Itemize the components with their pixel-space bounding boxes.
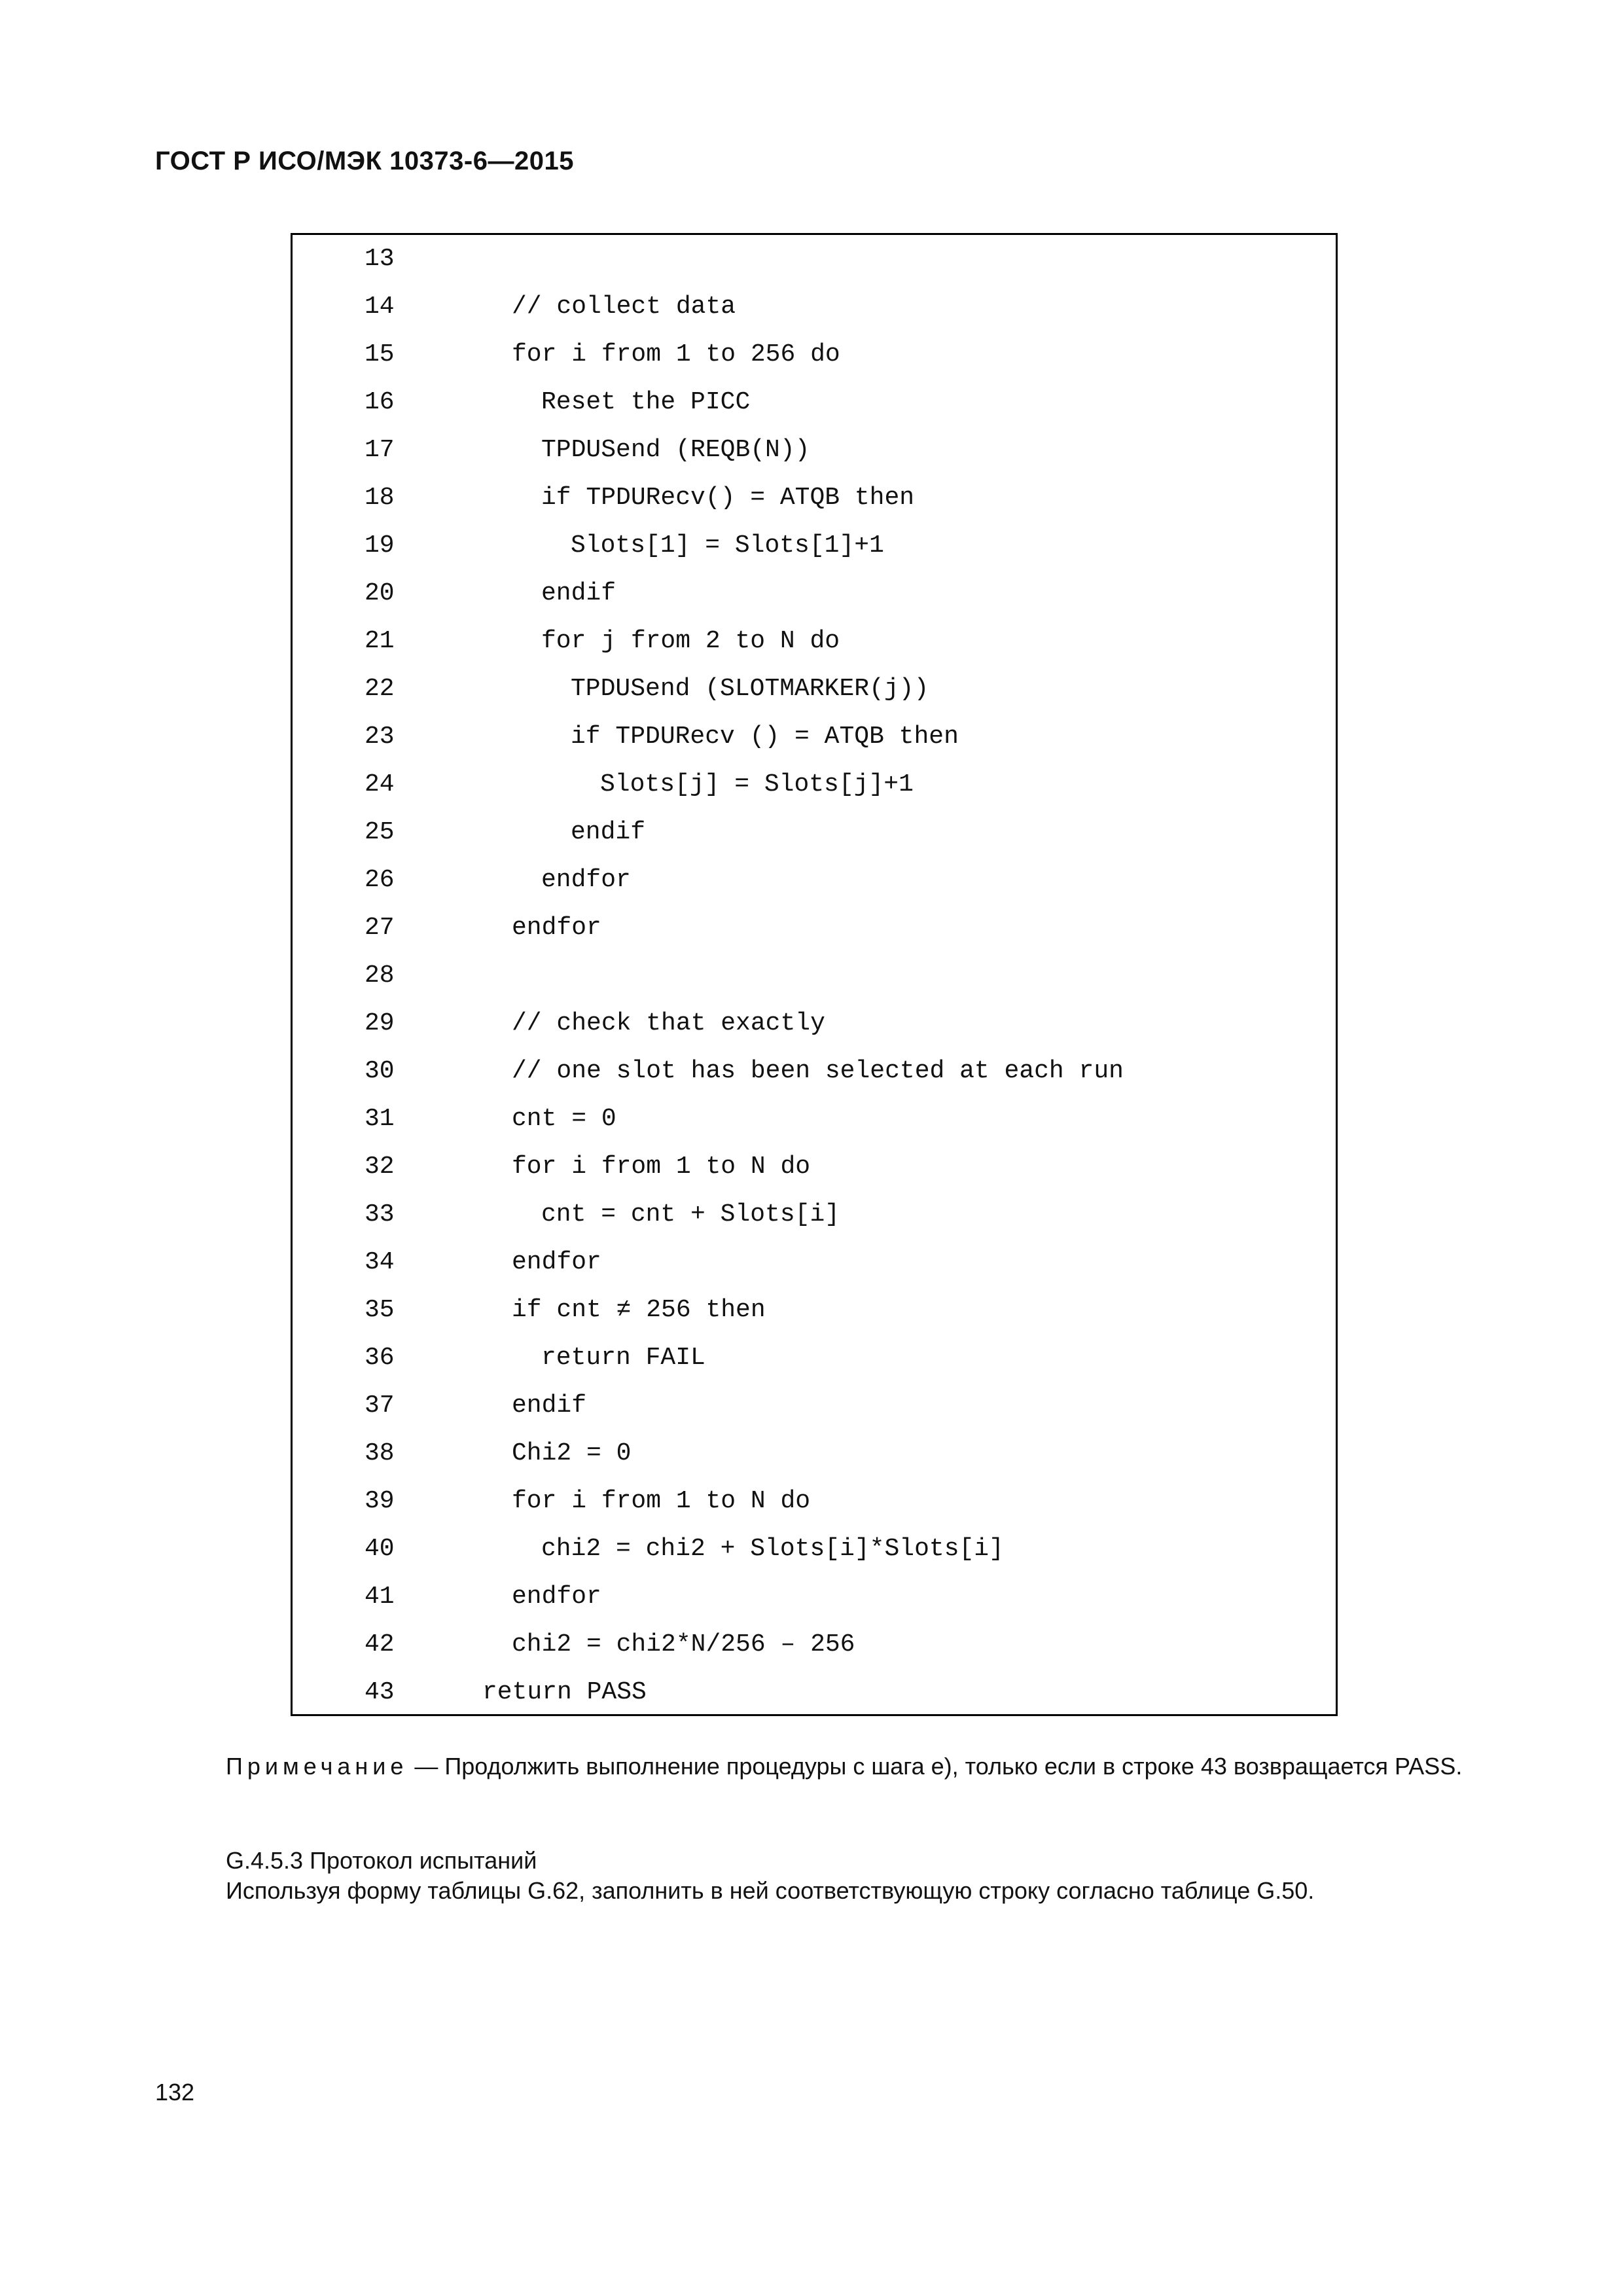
line-number: 27 (365, 914, 395, 942)
note-text: Продолжить выполнение процедуры с шага e), только если в строке 43 возвращается PASS. (444, 1753, 1463, 1780)
code-line (293, 574, 1336, 613)
line-number: 39 (365, 1487, 395, 1515)
section-heading: G.4.5.3 Протокол испытаний (226, 1847, 537, 1874)
code-text: endfor (512, 1248, 601, 1276)
line-number: 23 (365, 723, 395, 751)
code-text: Slots[j] = Slots[j]+1 (600, 770, 914, 798)
line-number: 13 (365, 245, 395, 273)
line-number: 34 (365, 1248, 395, 1276)
code-text: Chi2 = 0 (512, 1439, 632, 1467)
document-header: ГОСТ Р ИСО/МЭК 10373-6—2015 (155, 147, 574, 175)
line-number: 30 (365, 1057, 395, 1085)
code-line (293, 1100, 1336, 1139)
code-line (293, 526, 1336, 565)
line-number: 36 (365, 1344, 395, 1372)
line-number: 37 (365, 1391, 395, 1420)
code-line (293, 717, 1336, 757)
code-text: if cnt ≠ 256 then (512, 1296, 766, 1324)
line-number: 28 (365, 961, 395, 990)
code-text: TPDUSend (REQB(N)) (541, 436, 810, 464)
code-line (293, 813, 1336, 852)
code-text: TPDUSend (SLOTMARKER(j)) (571, 675, 929, 703)
code-text: endfor (541, 866, 631, 894)
code-line (293, 1434, 1336, 1473)
line-number: 18 (365, 484, 395, 512)
code-text: // one slot has been selected at each run (512, 1057, 1124, 1085)
code-line (293, 383, 1336, 422)
line-number: 19 (365, 531, 395, 560)
code-text: // check that exactly (512, 1009, 825, 1037)
line-number: 14 (365, 293, 395, 321)
code-text: Reset the PICC (541, 388, 751, 416)
code-line (293, 1625, 1336, 1664)
line-number: 21 (365, 627, 395, 655)
code-line (293, 287, 1336, 327)
code-line (293, 1147, 1336, 1187)
line-number: 31 (365, 1105, 395, 1133)
code-listing-box (291, 233, 1338, 1716)
code-text: if TPDURecv() = ATQB then (541, 484, 915, 512)
note-paragraph (155, 1751, 1477, 1782)
code-line (293, 956, 1336, 996)
code-text: for j from 2 to N do (541, 627, 840, 655)
line-number: 40 (365, 1535, 395, 1563)
code-line (293, 1052, 1336, 1091)
code-text: Slots[1] = Slots[1]+1 (571, 531, 884, 560)
code-line (293, 622, 1336, 661)
line-number: 17 (365, 436, 395, 464)
code-line (293, 335, 1336, 374)
line-number: 25 (365, 818, 395, 846)
code-line (293, 1577, 1336, 1617)
code-text: if TPDURecv () = ATQB then (571, 723, 959, 751)
code-text: endif (512, 1391, 587, 1420)
code-text: chi2 = chi2*N/256 – 256 (512, 1630, 855, 1659)
code-text: endfor (512, 1583, 601, 1611)
code-text: endif (571, 818, 646, 846)
code-line (293, 861, 1336, 900)
line-number: 24 (365, 770, 395, 798)
code-line (293, 1243, 1336, 1282)
code-line (293, 478, 1336, 518)
code-text: endif (541, 579, 616, 607)
line-number: 16 (365, 388, 395, 416)
code-line (293, 1195, 1336, 1234)
line-number: 26 (365, 866, 395, 894)
code-text: for i from 1 to 256 do (512, 340, 840, 368)
code-line (293, 908, 1336, 948)
code-line (293, 1004, 1336, 1043)
code-text: cnt = cnt + Slots[i] (541, 1200, 840, 1229)
code-text: // collect data (512, 293, 736, 321)
line-number: 38 (365, 1439, 395, 1467)
line-number: 20 (365, 579, 395, 607)
note-dash: — (414, 1753, 438, 1780)
code-line (293, 1386, 1336, 1426)
code-text: for i from 1 to N do (512, 1487, 811, 1515)
code-line (293, 1291, 1336, 1330)
code-line (293, 240, 1336, 279)
code-text: return FAIL (541, 1344, 705, 1372)
code-line (293, 1482, 1336, 1521)
line-number: 33 (365, 1200, 395, 1229)
line-number: 32 (365, 1153, 395, 1181)
section-body: Используя форму таблицы G.62, заполнить в ней соответствующую строку согласно таблице G.50. (226, 1877, 1315, 1904)
line-number: 41 (365, 1583, 395, 1611)
line-number: 35 (365, 1296, 395, 1324)
line-number: 43 (365, 1678, 395, 1706)
page-number: 132 (155, 2079, 195, 2106)
code-text: cnt = 0 (512, 1105, 616, 1133)
note-label: Примечание (226, 1753, 408, 1780)
code-line (293, 1338, 1336, 1378)
code-line (293, 1530, 1336, 1569)
code-line (293, 1673, 1336, 1712)
line-number: 29 (365, 1009, 395, 1037)
code-text: return PASS (482, 1678, 647, 1706)
line-number: 22 (365, 675, 395, 703)
line-number: 42 (365, 1630, 395, 1659)
code-line (293, 670, 1336, 709)
line-number: 15 (365, 340, 395, 368)
code-text: for i from 1 to N do (512, 1153, 811, 1181)
code-line (293, 431, 1336, 470)
code-line (293, 765, 1336, 804)
code-text: endfor (512, 914, 601, 942)
code-text: chi2 = chi2 + Slots[i]*Slots[i] (541, 1535, 1004, 1563)
